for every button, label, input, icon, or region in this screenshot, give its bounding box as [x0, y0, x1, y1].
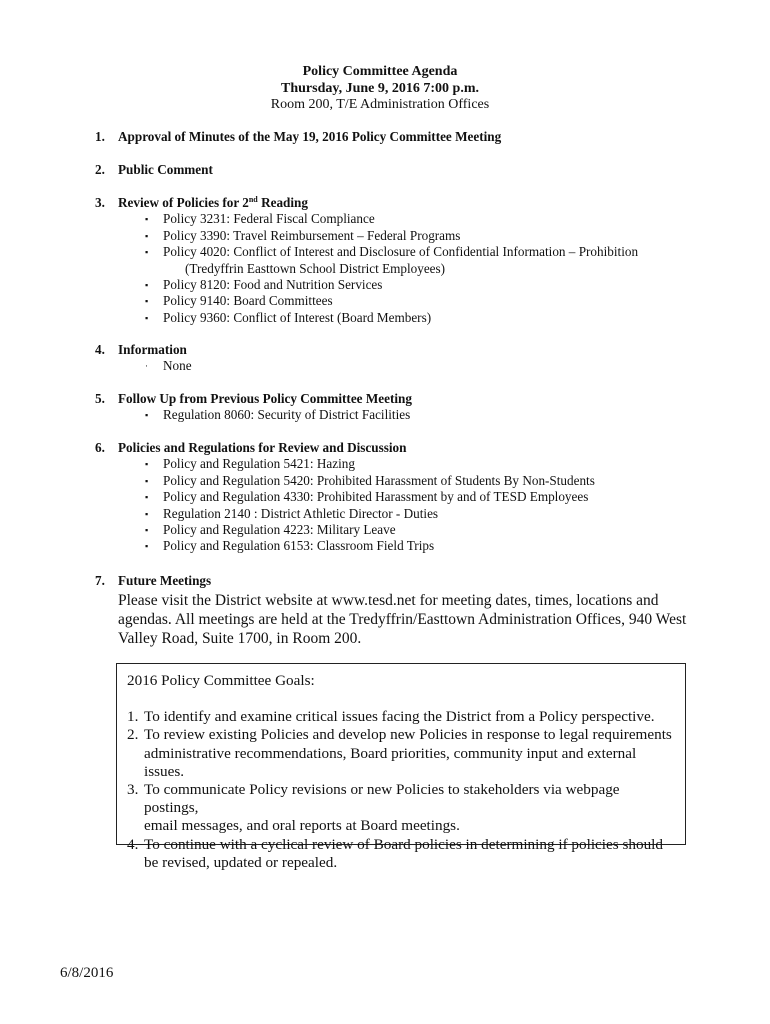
goals-title: 2016 Policy Committee Goals:: [127, 672, 315, 689]
goals-list: [127, 708, 677, 872]
review-list: [95, 456, 735, 554]
list-item: ▪ Policy and Regulation 6153: Classroom Field Trips: [145, 538, 435, 554]
list-item: 3. To communicate Policy revisions or new Policies to stakeholders via webpage postings, email messages, and oral reports at Board meetings.: [127, 781, 620, 835]
section-review-discussion: [95, 440, 735, 555]
follow-up-list: [95, 407, 735, 423]
future-meetings-text: Please visit the District website at www.tesd.net for meeting dates, times, locations and agendas. All meetings are held at the Tredyffrin/Easttown Administration Offices, 940 West Valley Road, Suite 1700, in Room 200.: [118, 592, 687, 648]
list-item: ▪ Policy 9140: Board Committees: [145, 293, 333, 309]
list-item: ▪ Policy and Regulation 4223: Military Leave: [145, 522, 396, 538]
list-item: ▪ Policy and Regulation 5421: Hazing: [145, 456, 355, 472]
meeting-location: Room 200, T/E Administration Offices: [270, 97, 490, 112]
section-future-meetings: [95, 573, 735, 648]
list-item: ▪ Policy 3390: Travel Reimbursement – Federal Programs: [145, 227, 461, 243]
section-approval-minutes: [95, 129, 735, 145]
section-title: Review of Policies for 2nd Reading: [118, 195, 308, 210]
list-item: 4. To continue with a cyclical review of Board policies in determining if policies should be revised, updated or repealed.: [127, 835, 663, 871]
section-policies-second-reading: [95, 195, 735, 326]
list-item: ▪ Regulation 8060: Security of District Facilities: [145, 407, 411, 423]
bullet-icon: ▪: [145, 525, 149, 536]
section-title: Information: [118, 342, 187, 357]
policy-list: [95, 211, 735, 326]
section-title: Public Comment: [118, 162, 213, 177]
bullet-icon: ▪: [145, 280, 149, 291]
section-number: 6.: [95, 440, 105, 455]
bullet-icon: ▪: [145, 247, 149, 258]
goals-box: [116, 663, 686, 871]
list-item: ▪ Regulation 2140 : District Athletic Director - Duties: [145, 505, 439, 521]
bullet-icon: ▪: [145, 459, 149, 470]
list-item: ▪ Policy and Regulation 5420: Prohibited Harassment of Students By Non-Students: [145, 472, 595, 488]
list-item: ▪ Policy 3231: Federal Fiscal Compliance: [145, 211, 375, 227]
bullet-icon: ▪: [145, 508, 149, 519]
list-item: 2. To review existing Policies and develop new Policies in response to legal requirements administrative recommendations, Board priorities, community input and external issues.: [127, 726, 672, 780]
list-item: ▪ Policy 9360: Conflict of Interest (Board Members): [145, 309, 432, 325]
section-title: Follow Up from Previous Policy Committee Meeting: [118, 391, 412, 406]
list-item: ▪ Policy and Regulation 4330: Prohibited Harassment by and of TESD Employees: [145, 489, 589, 505]
footer-date: 6/8/2016: [60, 965, 114, 981]
section-follow-up: [95, 391, 735, 424]
section-number: 5.: [95, 391, 105, 406]
section-number: 2.: [95, 162, 105, 177]
bullet-icon: ▪: [145, 492, 149, 503]
agenda-header: [0, 64, 760, 114]
list-item: · None: [145, 358, 192, 374]
section-information: [95, 342, 735, 375]
list-item: ▪ Policy 4020: Conflict of Interest and Disclosure of Confidential Information – Prohibition (Tredyffrin Easttown School District Employees): [145, 244, 639, 276]
section-number: 7.: [95, 573, 105, 588]
bullet-icon: ▪: [145, 214, 149, 225]
bullet-icon: ▪: [145, 296, 149, 307]
section-title: Approval of Minutes of the May 19, 2016 Policy Committee Meeting: [118, 129, 502, 144]
section-public-comment: [95, 162, 735, 178]
agenda-title: Policy Committee Agenda: [302, 64, 458, 79]
section-number: 3.: [95, 195, 105, 210]
section-number: 1.: [95, 129, 105, 144]
section-title: Future Meetings: [118, 573, 212, 588]
bullet-icon: ·: [145, 361, 148, 372]
bullet-icon: ▪: [145, 410, 149, 421]
bullet-icon: ▪: [145, 230, 149, 241]
meeting-datetime: Thursday, June 9, 2016 7:00 p.m.: [281, 80, 479, 96]
information-list: [95, 358, 735, 374]
section-number: 4.: [95, 342, 105, 357]
bullet-icon: ▪: [145, 541, 149, 552]
section-title: Policies and Regulations for Review and Discussion: [118, 440, 407, 455]
list-item: 1. To identify and examine critical issues facing the District from a Policy perspective.: [127, 708, 655, 726]
bullet-icon: ▪: [145, 475, 149, 486]
list-item: ▪ Policy 8120: Food and Nutrition Services: [145, 277, 383, 293]
bullet-icon: ▪: [145, 312, 149, 323]
